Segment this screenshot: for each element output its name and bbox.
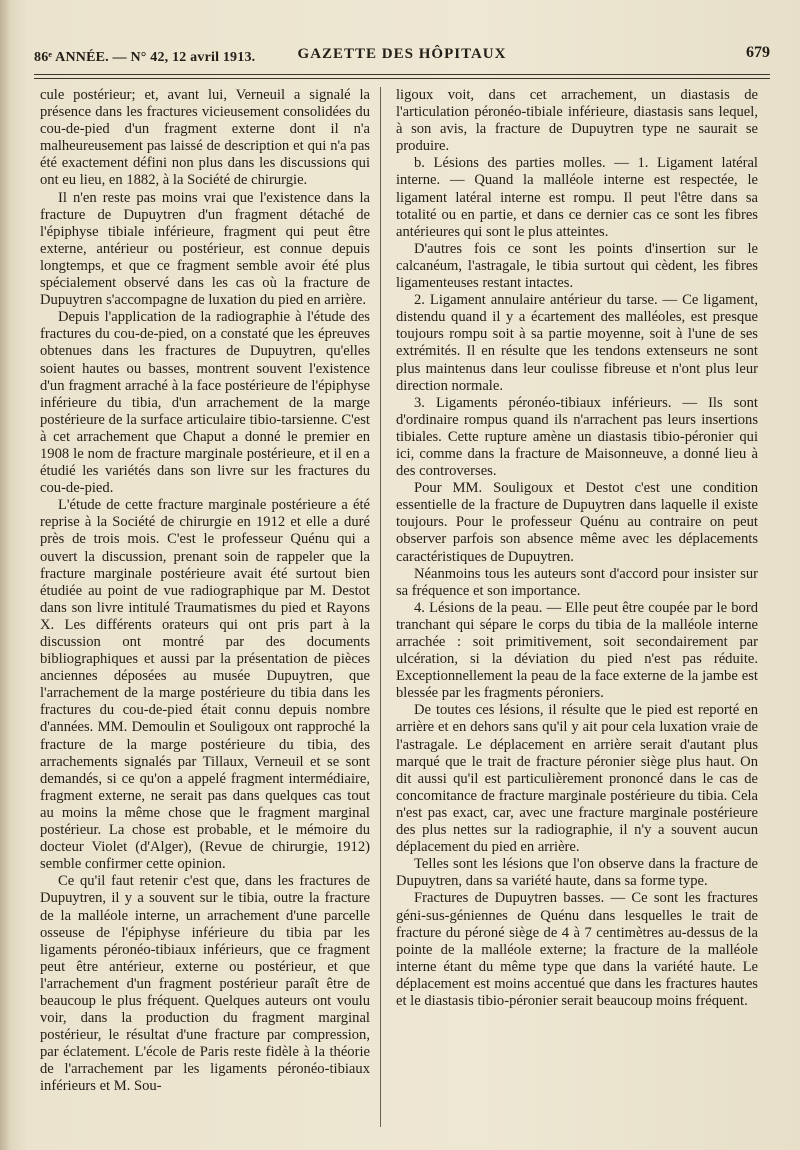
journal-title: GAZETTE DES HÔPITAUX (297, 46, 507, 62)
header-rule (34, 74, 770, 75)
left-column (40, 87, 370, 1096)
paragraph: ligoux voit, dans cet arrachement, un diastasis de l'articulation péronéo-tibiale inférieure, diastasis sans lequel, à son avis, la fracture de Dupuytren type ne saurait se produire. (396, 87, 758, 155)
paragraph: cule postérieur; et, avant lui, Verneuil a signalé la présence dans les fractures vicieusement consolidées du cou-de-pied d'un fragment externe dont il n'a malheureusement pas laissé de description et qui n'a pas été exactement défini non plus dans les discussions qui ont eu lieu, en 1882, à la Société de chirurgie. (40, 87, 370, 189)
paragraph: Depuis l'application de la radiographie à l'étude des fractures du cou-de-pied, on a constaté que les épreuves obtenues dans les fractures de Dupuytren, qu'elles soient hautes ou basses, montrent souvent l'existence d'un fragment arraché à la face postérieure de l'épiphyse inférieure du tibia, d'un arrachement de la marge postérieure de la surface articulaire tibio-tarsienne. C'est à cet arrachement que Chaput a donné le premier en 1908 le nom de fracture marginale postérieure, et il en a étudié les variétés dans son livre sur les fractures du cou-de-pied. (40, 309, 370, 497)
paragraph: 4. Lésions de la peau. — Elle peut être coupée par le bord tranchant qui sépare le corps du tibia de la malléole interne arrachée : soit primitivement, soit secondairement par ulcération, si la déviation du pied n'est pas réduite. Exceptionnellement la peau de la face externe de la jambe est blessée par les fragments péroniers. (396, 599, 758, 702)
header-rule-thin (34, 78, 770, 79)
paragraph: D'autres fois ce sont les points d'insertion sur le calcanéum, l'astragale, le tibia surtout qui cèdent, les fibres ligamenteuses restant intactes. (396, 240, 758, 292)
paragraph: b. Lésions des parties molles. — 1. Ligament latéral interne. — Quand la malléole interne est respectée, le ligament latéral interne est rompu. Il peut l'être dans sa totalité ou en partie, et dans ce dernier cas ce sont les fibres antérieures qui sont le plus atteintes. (396, 155, 758, 240)
page-edge-shadow (0, 0, 10, 1150)
paragraph: Néanmoins tous les auteurs sont d'accord pour insister sur sa fréquence et son importance. (396, 565, 758, 599)
paragraph: Telles sont les lésions que l'on observe dans la fracture de Dupuytren, dans sa variété haute, dans sa forme type. (396, 856, 758, 890)
paragraph: 2. Ligament annulaire antérieur du tarse. — Ce ligament, distendu quand il y a écartement des malléoles, est presque toujours rompu soit à sa partie moyenne, soit à l'une de ses extrémités. Il en résulte que les tendons extenseurs ne sont plus maintenus dans leur coulisse fibreuse et n'ont plus leur direction normale. (396, 292, 758, 394)
right-column (396, 87, 758, 1010)
paragraph: Pour MM. Souligoux et Destot c'est une condition essentielle de la fracture de Dupuytren dans laquelle il existe toujours. Pour le professeur Quénu au contraire on peut observer parfois son absence même avec les déplacements caractéristiques de Dupuytren. (396, 480, 758, 565)
paragraph: Fractures de Dupuytren basses. — Ce sont les fractures géni-sus-géniennes de Quénu dans lesquelles le trait de fracture du péroné siège de 4 à 7 centimètres au-dessus de la pointe de la malléole externe; la fracture de la malléole interne étant du même type que dans la variété haute. Le déplacement est moins accentué que dans les fractures hautes et le diastasis tibio-péronier serait beaucoup moins fréquent. (396, 890, 758, 1009)
paragraph: 3. Ligaments péronéo-tibiaux inférieurs. — Ils sont d'ordinaire rompus quand ils n'arrachent pas leurs insertions tibiales. Cette rupture amène un diastasis tibio-péronier qui ici, comme dans la fracture de Maisonneuve, a donné lieu à des controverses. (396, 394, 758, 480)
paragraph: Ce qu'il faut retenir c'est que, dans les fractures de Dupuytren, il y a souvent sur le tibia, outre la fracture de la malléole interne, un arrachement d'une parcelle osseuse de l'épiphyse inférieure du tibia par les ligaments péronéo-tibiaux inférieurs, que ce fragment peut être antérieur, externe ou postérieur, et que l'arrachement d'un fragment postérieur paraît être de beaucoup le plus fréquent. Quelques auteurs ont voulu voir, dans la production du fragment marginal postérieur, le résultat d'une fracture par compression, par éclatement. L'école de Paris reste fidèle à la théorie de l'arrachement par les ligaments péronéo-tibiaux inférieurs et M. Sou- (40, 873, 370, 1095)
page-header (34, 44, 770, 70)
issue-info: 86ᵉ ANNÉE. — N° 42, 12 avril 1913. (34, 50, 256, 65)
paragraph: De toutes ces lésions, il résulte que le pied est reporté en arrière et en dehors sans qu'il y ait pour cela luxation vraie de l'astragale. Le déplacement en arrière serait d'autant plus marqué que le trait de fracture péronier siège plus haut. On dit aussi qu'il est particulièrement prononcé dans le cas de concomitance de fracture marginale postérieure du tibia. Cela n'est pas exact, car, avec une fracture marginale postérieure des plus nettes sur la radiographie, il n'y a souvent aucun déplacement du pied en arrière. (396, 702, 758, 856)
paragraph: L'étude de cette fracture marginale postérieure a été reprise à la Société de chirurgie en 1912 et elle a duré près de trois mois. C'est le professeur Quénu qui a ouvert la discussion, prenant soin de rappeler que la fracture marginale postérieure avait été surtout bien étudiée au point de vue radiographique par M. Destot dans son livre intitulé Traumatismes du pied et Rayons X. Les différents orateurs qui ont pris part à la discussion ont montré par des documents bibliographiques et aussi par la présentation de pièces anciennes déposées au musée Dupuytren, que l'arrachement de la marge postérieure du tibia dans les fractures du cou-de-pied était connu depuis nombre d'années. MM. Demoulin et Souligoux ont rapproché la fracture de la marge postérieure du tibia, des arrachements signalés par Tillaux, Verneuil et se sont demandés, si ce qu'on a appelé fragment intermédiaire, fragment externe, ne serait pas dans quelques cas tout au moins la même chose que le fragment marginal postérieur. La chose est probable, et le mémoire du docteur Violet (d'Alger), (Revue de chirurgie, 1912) semble confirmer cette opinion. (40, 497, 370, 873)
column-divider (380, 87, 381, 1127)
paragraph: Il n'en reste pas moins vrai que l'existence dans la fracture de Dupuytren d'un fragment détaché de l'épiphyse tibiale inférieure, fragment qui peut être externe, antérieur ou postérieur, est connue depuis longtemps, et que ce fragment semble avoir été plus spécialement observé dans les cas où la fracture de Dupuytren s'accompagne de luxation du pied en arrière. (40, 189, 370, 309)
page-number: 679 (746, 44, 770, 61)
